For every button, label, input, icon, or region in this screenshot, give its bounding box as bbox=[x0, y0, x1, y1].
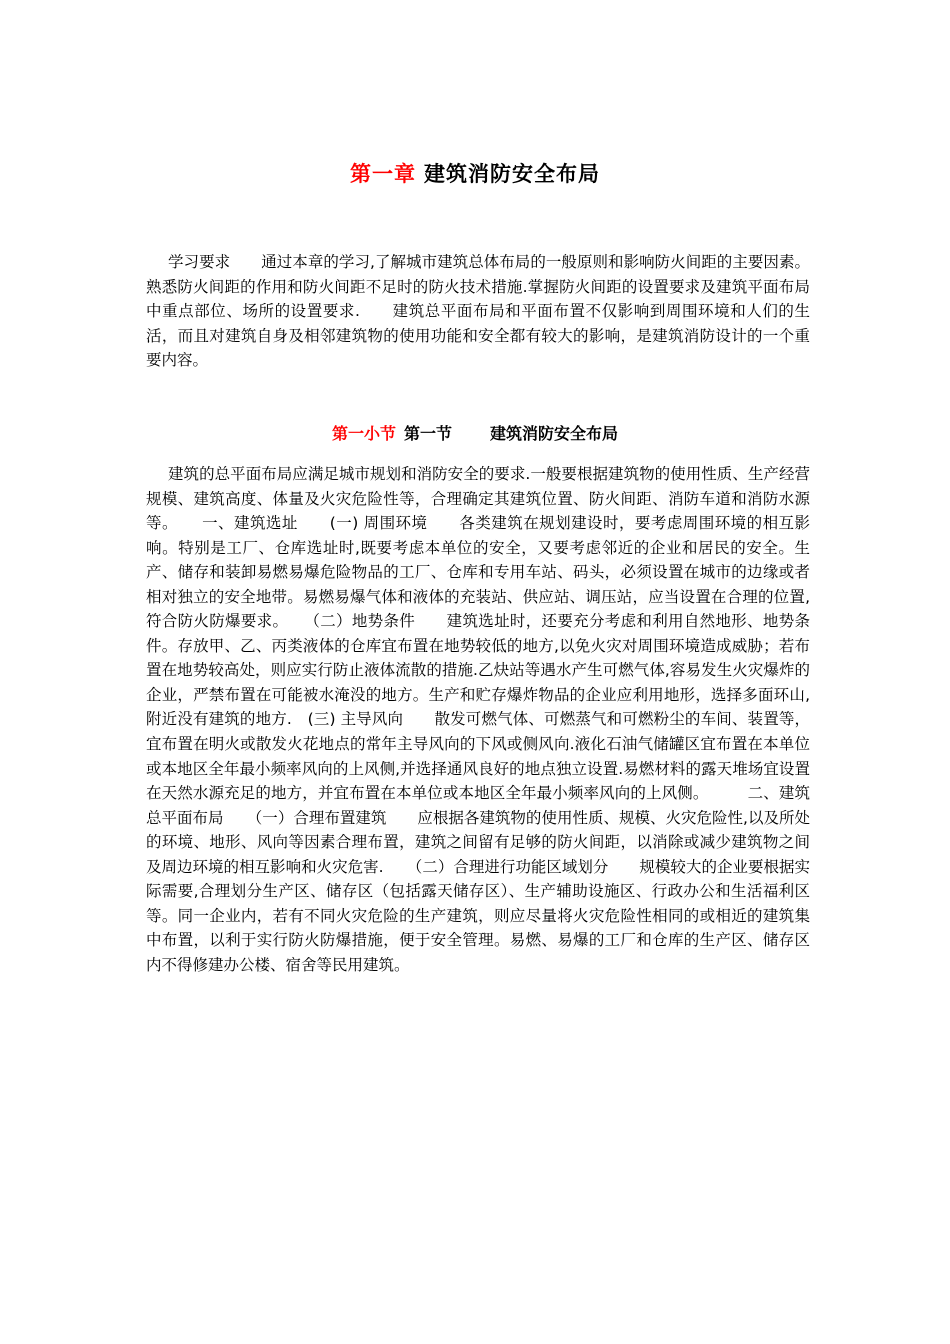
section-title-text: 建筑消防安全布局 bbox=[490, 424, 619, 443]
section-label-red: 第一小节 bbox=[331, 424, 396, 443]
section-label: 第一节 bbox=[403, 424, 452, 443]
intro-paragraph: 学习要求 通过本章的学习,了解城市建筑总体布局的一般原则和影响防火间距的主要因素。熟悉防火间距的作用和防火间距不足时的防火技术措施.掌握防火间距的设置要求及建筑平面布局中重点部位、场所的设置要求. 建筑总平面布局和平面布置不仅影响到周围环境和人们的生活，而且对建筑自身及相邻建筑物的使用功能和安全都有较大的影响，是建筑消防设计的一个重要内容。 bbox=[146, 253, 810, 370]
body-paragraph: 建筑的总平面布局应满足城市规划和消防安全的要求.一般要根据建筑物的使用性质、生产经营规模、建筑高度、体量及火灾危险性等，合理确定其建筑位置、防火间距、消防车道和消防水源等。 一、建筑选址 (一) 周围环境 各类建筑在规划建设时，要考虑周围环境的相互影响。特别是工厂、仓库选址时,既要考虑本单位的安全，又要考虑邻近的企业和居民的安全。生产、储存和装卸易燃易爆危险物品的工厂、仓库和专用车站、码头，必须设置在城市的边缘或者相对独立的安全地带。易燃易爆气体和液体的充装站、供应站、调压站，应当设置在合理的位置,符合防火防爆要求。 （二）地势条件 建筑选址时，还要充分考虑和利用自然地形、地势条件。存放甲、乙、丙类液体的仓库宜布置在地势较低的地方,以免火灾对周围环境造成威胁；若布置在地势较高处，则应实行防止液体流散的措施.乙炔站等遇水产生可燃气体,容易发生火灾爆炸的企业，严禁布置在可能被水淹没的地方。生产和贮存爆炸物品的企业应利用地形，选择多面环山,附近没有建筑的地方. (三) 主导风向 散发可燃气体、可燃蒸气和可燃粉尘的车间、装置等，宜布置在明火或散发火花地点的常年主导风向的下风或侧风向.液化石油气储罐区宜布置在本单位或本地区全年最小频率风向的上风侧,并选择通风良好的地点独立设置.易燃材料的露天堆场宜设置在天然水源充足的地方，并宜布置在本单位或本地区全年最小频率风向的上风侧。 二、建筑总平面布局 （一）合理布置建筑 应根据各建筑物的使用性质、规模、火灾危险性,以及所处的环境、地形、风向等因素合理布置，建筑之间留有足够的防火间距，以消除或减少建筑物之间及周边环境的相互影响和火灾危害. （二）合理进行功能区域划分 规模较大的企业要根据实际需要,合理划分生产区、储存区（包括露天储存区）、生产辅助设施区、行政办公和生活福利区等。同一企业内，若有不同火灾危险的生产建筑，则应尽量将火灾危险性相同的或相近的建筑集中布置，以利于实行防火防爆措施，便于安全管理。易燃、易爆的工厂和仓库的生产区、储存区内不得修建办公楼、宿舍等民用建筑。 bbox=[146, 465, 810, 974]
chapter-title-text: 建筑消防安全布局 bbox=[424, 162, 600, 186]
chapter-number: 第一章 bbox=[350, 162, 416, 186]
chapter-title bbox=[0, 158, 950, 188]
section-title bbox=[0, 421, 950, 444]
